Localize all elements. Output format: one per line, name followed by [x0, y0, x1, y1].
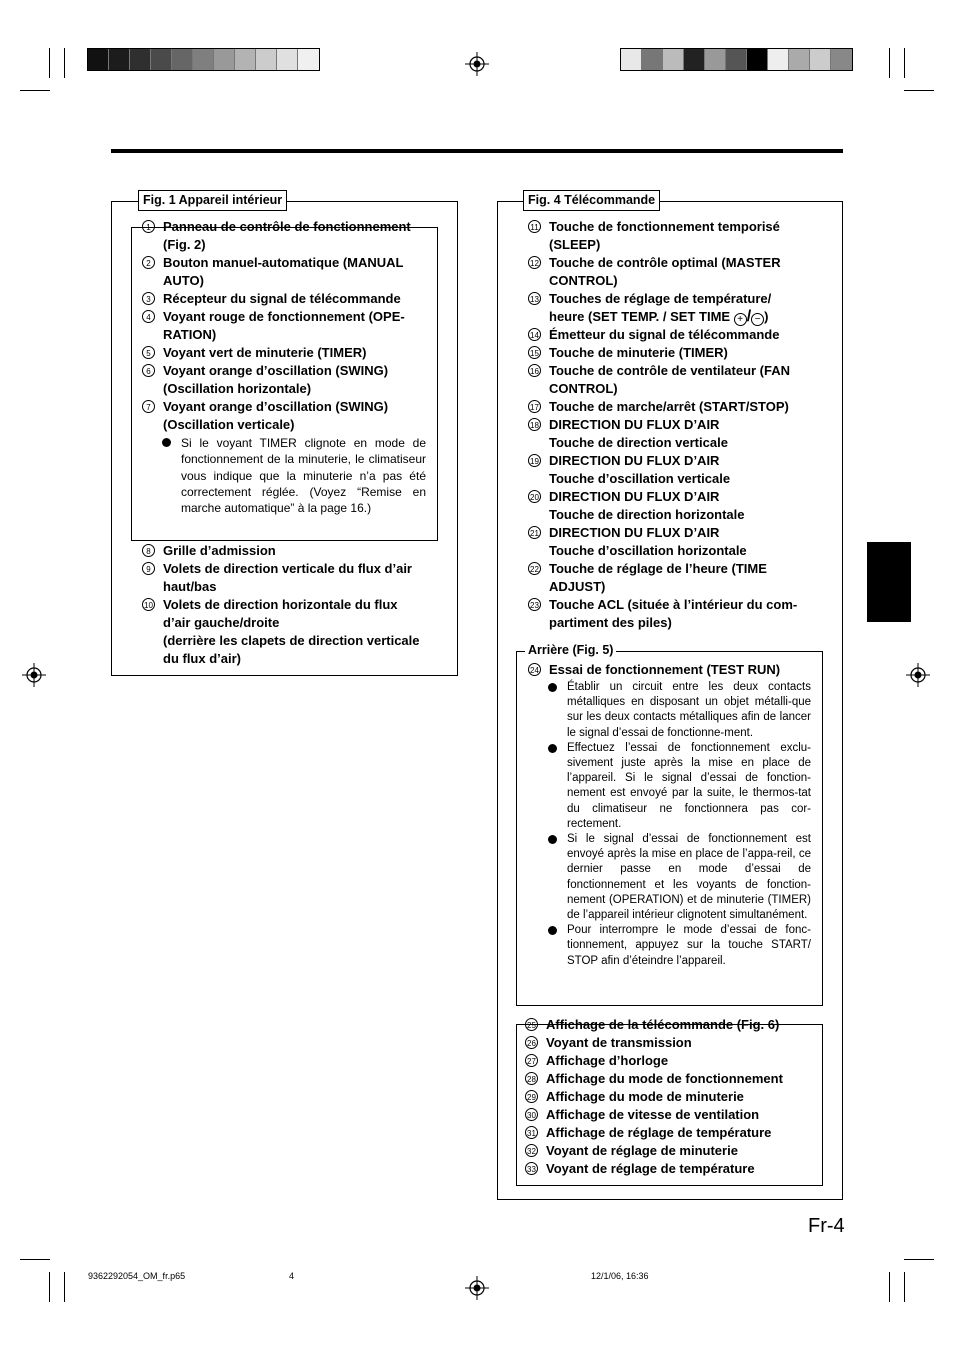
bullet-dot-icon: [548, 926, 557, 935]
item-number-badge: 16: [528, 364, 541, 377]
page-number: Fr-4: [808, 1215, 845, 1237]
crop-mark: [49, 48, 50, 78]
bullet-dot-icon: [548, 744, 557, 753]
color-swatch: [684, 49, 705, 70]
bullet-dot-icon: [548, 835, 557, 844]
item-text: haut/bas: [163, 579, 217, 594]
item-number-badge: 10: [142, 598, 155, 611]
item-number-badge: 33: [525, 1162, 538, 1175]
bullet-dot-icon: [548, 683, 557, 692]
item-text: Essai de fonctionnement (TEST RUN): [549, 662, 781, 677]
crop-mark: [889, 48, 890, 78]
item-text: d’air gauche/droite: [163, 615, 280, 630]
test-run-bullet: [548, 680, 811, 741]
item-text: Touches de réglage de température/: [549, 291, 772, 306]
registration-mark-icon: [906, 663, 930, 687]
item-text: (Oscillation horizontale): [163, 381, 312, 396]
color-swatch: [172, 49, 193, 70]
item-text: Volets de direction verticale du flux d’air: [163, 561, 412, 576]
display-item-list: [525, 1016, 805, 1178]
list-item: [525, 1070, 805, 1088]
color-swatch: [109, 49, 130, 70]
item-text: Voyant de réglage de température: [546, 1161, 755, 1176]
item-number-badge: 12: [528, 256, 541, 269]
item-text: DIRECTION DU FLUX D’AIR: [549, 489, 720, 504]
item-text: (Fig. 2): [163, 237, 206, 252]
footer-date: 12/1/06, 16:36: [591, 1271, 649, 1281]
footer-file: 9362292054_OM_fr.p65: [88, 1271, 186, 1281]
list-item: [142, 362, 426, 398]
registration-mark-icon: [465, 1276, 489, 1300]
test-run-bullet: [548, 832, 811, 923]
item-text: Touche de minuterie (TIMER): [549, 345, 728, 360]
item-text: partiment des piles): [549, 615, 672, 630]
fig1-item-list: [142, 218, 426, 434]
bullet-text: Pour interrompre le mode d’essai de fonc-tionnement, appuyez sur la touche START/ STOP afin d’éteindre l’appareil.: [567, 924, 811, 967]
item-number-badge: 22: [528, 562, 541, 575]
fig1-note: [162, 435, 426, 516]
fig1-label: Fig. 1 Appareil intérieur: [138, 190, 287, 211]
color-swatch: [663, 49, 684, 70]
item-text: CONTROL): [549, 273, 618, 288]
list-item: [528, 416, 811, 452]
item-text: DIRECTION DU FLUX D’AIR: [549, 417, 720, 432]
item-text: Voyant rouge de fonctionnement (OPE-: [163, 309, 405, 324]
color-swatch: [277, 49, 298, 70]
item-number-badge: 21: [528, 526, 541, 539]
color-swatch: [256, 49, 277, 70]
color-swatch: [747, 49, 768, 70]
item-number-badge: 31: [525, 1126, 538, 1139]
color-swatch: [726, 49, 747, 70]
item-text: Touche de contrôle de ventilateur (FAN: [549, 363, 791, 378]
item-number-badge: 18: [528, 418, 541, 431]
item-text: Panneau de contrôle de fonctionnement: [163, 219, 411, 234]
item-number-badge: 2: [142, 256, 155, 269]
fig4-label: Fig. 4 Télécommande: [523, 190, 660, 211]
list-item: [142, 596, 426, 668]
footer-page: 4: [289, 1271, 295, 1281]
item-text: (SLEEP): [549, 237, 601, 252]
list-item: [528, 326, 811, 344]
color-swatch: [789, 49, 810, 70]
note-bullet: [162, 435, 426, 516]
item-text: Touche de contrôle optimal (MASTER: [549, 255, 781, 270]
item-number-badge: 4: [142, 310, 155, 323]
list-item: [525, 1052, 805, 1070]
item-text: Voyant de réglage de minuterie: [546, 1143, 738, 1158]
list-item: [528, 344, 811, 362]
item-number-badge: 17: [528, 400, 541, 413]
item-text: (derrière les clapets de direction verticale: [163, 633, 420, 648]
item-text: Affichage du mode de minuterie: [546, 1089, 744, 1104]
arriere-item-list: [528, 661, 811, 679]
item-number-badge: 25: [525, 1018, 538, 1031]
item-number-badge: 29: [525, 1090, 538, 1103]
item-number-badge: 14: [528, 328, 541, 341]
item-text: Bouton manuel-automatique (MANUAL: [163, 255, 404, 270]
item-number-badge: 7: [142, 400, 155, 413]
color-swatch-bar-left: [87, 48, 320, 71]
item-text: Volets de direction horizontale du flux: [163, 597, 398, 612]
item-text: Touche de marche/arrêt (START/STOP): [549, 399, 789, 414]
item-number-badge: 24: [528, 663, 541, 676]
list-item: [528, 398, 811, 416]
list-item: [142, 344, 426, 362]
item-text: Touche de fonctionnement temporisé: [549, 219, 780, 234]
color-swatch: [88, 49, 109, 70]
fig1-item-list-2: [142, 542, 426, 668]
crop-mark: [64, 1272, 65, 1302]
item-text: Touche de direction horizontale: [549, 507, 745, 522]
item-text: Touche d’oscillation verticale: [549, 471, 731, 486]
item-number-badge: 15: [528, 346, 541, 359]
item-number-badge: 1: [142, 220, 155, 233]
item-text: Récepteur du signal de télécommande: [163, 291, 401, 306]
item-number-badge: 11: [528, 220, 541, 233]
language-tab: [867, 542, 911, 622]
crop-mark: [904, 90, 934, 91]
color-swatch: [298, 49, 319, 70]
item-number-badge: 8: [142, 544, 155, 557]
color-swatch: [705, 49, 726, 70]
list-item: [528, 661, 811, 679]
item-text: Affichage du mode de fonctionnement: [546, 1071, 783, 1086]
list-item: [528, 254, 811, 290]
item-text: Affichage de réglage de température: [546, 1125, 772, 1140]
color-swatch: [768, 49, 789, 70]
list-item: [525, 1088, 805, 1106]
set-time-icons: [730, 309, 768, 324]
arriere-bullets: [548, 680, 811, 969]
item-text: Voyant de transmission: [546, 1035, 692, 1050]
item-text: Affichage de vitesse de ventilation: [546, 1107, 760, 1122]
list-item: [142, 218, 426, 254]
list-item: [525, 1142, 805, 1160]
color-swatch: [235, 49, 256, 70]
minus-icon: −: [751, 313, 764, 326]
list-item: [528, 362, 811, 398]
note-text: Si le voyant TIMER clignote en mode de fonctionnement de la minuterie, le climatiseur vous indique que la minuterie n’a pas été correctement réglée. (Voyez “Remise en marche automatique” à la page 16.): [181, 436, 426, 516]
bullet-text: Établir un circuit entre les deux contacts métalliques en disposant un objet métalli-que sur les deux contacts métalliques afin de lancer le signal d’essai de fonctionne-ment.: [567, 681, 811, 739]
list-item: [528, 218, 811, 254]
item-text: Émetteur du signal de télécommande: [549, 327, 780, 342]
item-number-badge: 30: [525, 1108, 538, 1121]
item-number-badge: 20: [528, 490, 541, 503]
closing-paren: ): [764, 309, 769, 324]
item-number-badge: 32: [525, 1144, 538, 1157]
color-swatch-bar-right: [620, 48, 853, 71]
item-number-badge: 26: [525, 1036, 538, 1049]
list-item: [525, 1160, 805, 1178]
item-number-badge: 19: [528, 454, 541, 467]
list-item: [142, 560, 426, 596]
item-text: RATION): [163, 327, 217, 342]
list-item: [528, 290, 811, 326]
list-item: [142, 290, 426, 308]
list-item: [142, 398, 426, 434]
item-number-badge: 27: [525, 1054, 538, 1067]
list-item: [528, 560, 811, 596]
list-item: [525, 1016, 805, 1034]
crop-mark: [20, 90, 50, 91]
item-number-badge: 9: [142, 562, 155, 575]
list-item: [528, 596, 811, 632]
color-swatch: [193, 49, 214, 70]
item-number-badge: 5: [142, 346, 155, 359]
item-text: heure (SET TEMP. / SET TIME: [549, 309, 731, 324]
arriere-title: Arrière (Fig. 5): [525, 643, 616, 658]
bullet-text: Effectuez l’essai de fonctionnement exclu-sivement juste après la mise en place de l’appareil. Si le signal d’essai de fonction-nement est envoyé par la suite, le thermos-tat du climatiseur ne fonctionnera pas cor-rectement.: [567, 741, 811, 830]
item-text: Affichage d’horloge: [546, 1053, 669, 1068]
list-item: [142, 542, 426, 560]
color-swatch: [130, 49, 151, 70]
item-number-badge: 13: [528, 292, 541, 305]
item-number-badge: 3: [142, 292, 155, 305]
item-number-badge: 28: [525, 1072, 538, 1085]
list-item: [525, 1124, 805, 1142]
color-swatch: [621, 49, 642, 70]
list-item: [528, 524, 811, 560]
plus-icon: +: [734, 313, 747, 326]
color-swatch: [831, 49, 852, 70]
color-swatch: [810, 49, 831, 70]
crop-mark: [49, 1272, 50, 1302]
bullet-text: Si le signal d’essai de fonctionnement est envoyé après la mise en place de l’appa-reil, ce dernier passe en mode d’essai de fonctionnement et les voyants de fonction-nement (OPERATION) et de minuterie (TIMER) de l’appareil intérieur clignotent simultanément.: [567, 833, 811, 922]
list-item: [142, 254, 426, 290]
item-text: AUTO): [163, 273, 204, 288]
crop-mark: [20, 1259, 50, 1260]
item-number-badge: 23: [528, 598, 541, 611]
list-item: [525, 1034, 805, 1052]
item-text: Grille d’admission: [163, 543, 276, 558]
list-item: [525, 1106, 805, 1124]
color-swatch: [151, 49, 172, 70]
item-text: DIRECTION DU FLUX D’AIR: [549, 453, 720, 468]
list-item: [528, 452, 811, 488]
item-text: DIRECTION DU FLUX D’AIR: [549, 525, 720, 540]
test-run-bullet: [548, 923, 811, 969]
item-text: CONTROL): [549, 381, 618, 396]
item-text: Touche ACL (située à l’intérieur du com-: [549, 597, 798, 612]
slash-separator: /: [746, 308, 752, 325]
test-run-bullet: [548, 741, 811, 832]
fig4-item-list: [528, 218, 811, 632]
item-text: (Oscillation verticale): [163, 417, 295, 432]
item-text: du flux d’air): [163, 651, 241, 666]
item-text: Touche de direction verticale: [549, 435, 728, 450]
item-text: Voyant vert de minuterie (TIMER): [163, 345, 367, 360]
crop-mark: [904, 48, 905, 78]
registration-mark-icon: [22, 663, 46, 687]
crop-mark: [64, 48, 65, 78]
crop-mark: [904, 1272, 905, 1302]
item-text: Touche d’oscillation horizontale: [549, 543, 747, 558]
color-swatch: [214, 49, 235, 70]
list-item: [142, 308, 426, 344]
item-text: ADJUST): [549, 579, 606, 594]
item-text: Voyant orange d’oscillation (SWING): [163, 399, 389, 414]
item-text: Voyant orange d’oscillation (SWING): [163, 363, 389, 378]
registration-mark-icon: [465, 52, 489, 76]
header-rule: [111, 149, 843, 153]
list-item: [528, 488, 811, 524]
item-text: Affichage de la télécommande (Fig. 6): [546, 1017, 780, 1032]
crop-mark: [889, 1272, 890, 1302]
crop-mark: [904, 1259, 934, 1260]
item-number-badge: 6: [142, 364, 155, 377]
bullet-dot-icon: [162, 438, 171, 447]
item-text: Touche de réglage de l’heure (TIME: [549, 561, 767, 576]
color-swatch: [642, 49, 663, 70]
